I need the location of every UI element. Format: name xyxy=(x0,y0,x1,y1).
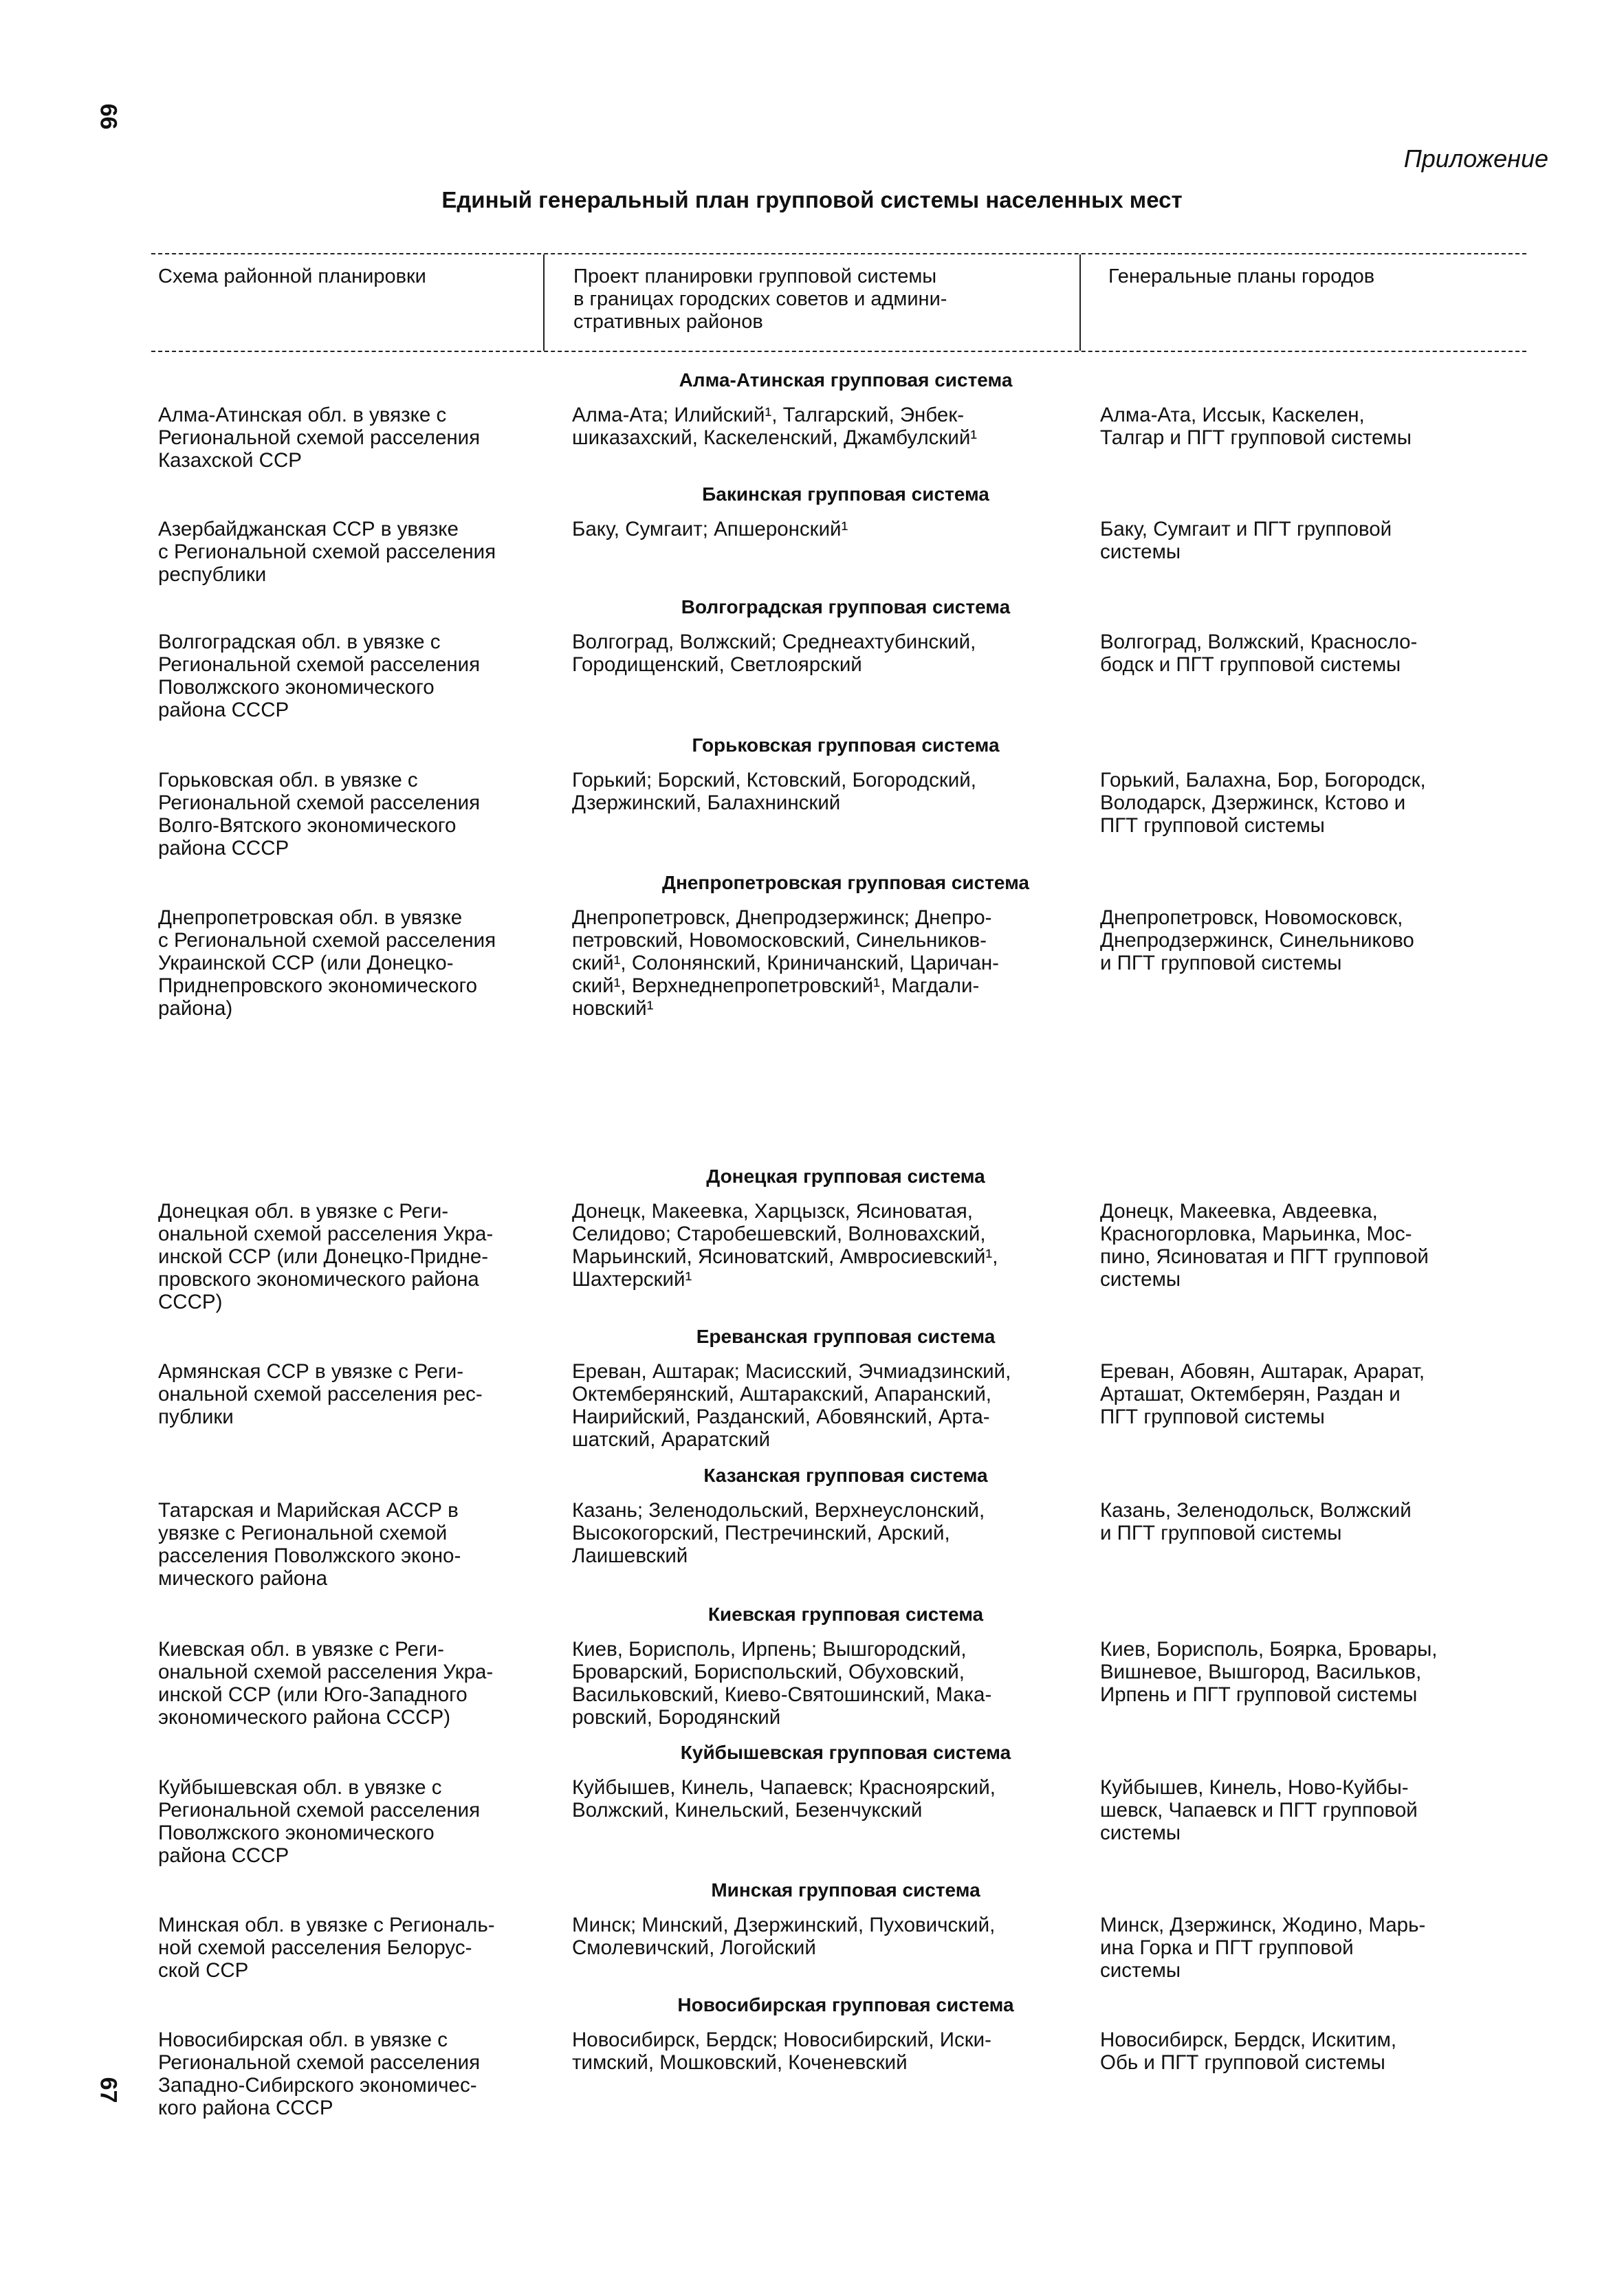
system-title: Казанская групповая система xyxy=(703,1465,988,1486)
regional-scheme-cell: Киевская обл. в увязке с Реги- ональной схемой расселения Укра- инской ССР (или Юго-Западного экономического района СССР) xyxy=(158,1638,494,1729)
general-plan-cell: Горький, Балахна, Бор, Богородск, Володарск, Дзержинск, Кстово и ПГТ групповой системы xyxy=(1100,769,1426,837)
regional-scheme-cell: Армянская ССР в увязке с Реги- ональной схемой расселения рес- публики xyxy=(158,1360,483,1428)
system-title: Волгоградская групповая система xyxy=(681,596,1011,617)
system-title: Ереванская групповая система xyxy=(696,1326,996,1347)
system-title: Донецкая групповая система xyxy=(706,1166,985,1187)
planning-project-cell: Горький; Борский, Кстовский, Богородский, Дзержинский, Балахнинский xyxy=(572,769,976,814)
table-header xyxy=(151,253,1526,352)
page-number-top: 66 xyxy=(95,103,122,130)
regional-scheme-cell: Минская обл. в увязке с Региональ- ной схемой расселения Белорус- ской ССР xyxy=(158,1914,495,1982)
page-title: Единый генеральный план групповой системы населенных мест xyxy=(441,187,1183,212)
general-plan-cell: Ереван, Абовян, Аштарак, Арарат, Арташат, Октемберян, Раздан и ПГТ групповой системы xyxy=(1100,1360,1425,1428)
page-number-bottom: 67 xyxy=(95,2077,122,2103)
general-plan-cell: Баку, Сумгаит и ПГТ групповой системы xyxy=(1100,518,1392,563)
general-plan-cell: Алма-Ата, Иссык, Каскелен, Талгар и ПГТ групповой системы xyxy=(1100,404,1412,449)
system-title: Новосибирская групповая система xyxy=(677,1994,1014,2015)
planning-project-cell: Днепропетровск, Днепродзержинск; Днепро- петровский, Новомосковский, Синельников- ский¹, Солонянский, Криничанский, Царичан- ский¹, Верхнеднепропетровский¹, Магдали- новский¹ xyxy=(572,906,999,1020)
system-title: Горьковская групповая система xyxy=(692,734,1000,756)
system-title: Минская групповая система xyxy=(711,1879,980,1901)
planning-project-cell: Новосибирск, Бердск; Новосибирский, Иски- тимский, Мошковский, Коченевский xyxy=(572,2029,991,2074)
regional-scheme-cell: Днепропетровская обл. в увязке с Региональной схемой расселения Украинской ССР (или Донецко- Приднепровского экономического района) xyxy=(158,906,496,1020)
appendix-label: Приложение xyxy=(1403,144,1548,173)
planning-project-cell: Казань; Зеленодольский, Верхнеуслонский, Высокогорский, Пестречинский, Арский, Лаишевский xyxy=(572,1499,985,1567)
system-title: Днепропетровская групповая система xyxy=(662,872,1029,893)
planning-project-cell: Донецк, Макеевка, Харцызск, Ясиноватая, Селидово; Старобешевский, Волновахский, Марьинский, Ясиноватский, Амвросиевский¹, Шахтерский¹ xyxy=(572,1200,998,1291)
regional-scheme-cell: Новосибирская обл. в увязке с Региональной схемой расселения Западно-Сибирского экономичес- кого района СССР xyxy=(158,2029,481,2119)
planning-project-cell: Куйбышев, Кинель, Чапаевск; Красноярский, Волжский, Кинельский, Безенчукский xyxy=(572,1776,996,1822)
planning-project-cell: Киев, Борисполь, Ирпень; Вышгородский, Броварский, Бориспольский, Обуховский, Васильковский, Киево-Святошинский, Мака- ровский, Бородянский xyxy=(572,1638,992,1729)
general-plan-cell: Куйбышев, Кинель, Ново-Куйбы- шевск, Чапаевск и ПГТ групповой системы xyxy=(1100,1776,1418,1844)
general-plan-cell: Киев, Борисполь, Боярка, Бровары, Вишневое, Вышгород, Васильков, Ирпень и ПГТ групповой системы xyxy=(1100,1638,1438,1706)
general-plan-cell: Донецк, Макеевка, Авдеевка, Красногорловка, Марьинка, Мос- пино, Ясиноватая и ПГТ групповой системы xyxy=(1100,1200,1429,1291)
general-plan-cell: Новосибирск, Бердск, Искитим, Обь и ПГТ групповой системы xyxy=(1100,2029,1397,2074)
regional-scheme-cell: Алма-Атинская обл. в увязке с Региональной схемой расселения Казахской ССР xyxy=(158,404,481,472)
regional-scheme-cell: Азербайджанская ССР в увязке с Региональной схемой расселения республики xyxy=(158,518,496,586)
header-planning-project: Проект планировки групповой системы в границах городских советов и админи- стративных районов xyxy=(543,254,1079,351)
general-plan-cell: Волгоград, Волжский, Краснослo- бодск и ПГТ групповой системы xyxy=(1100,631,1418,676)
general-plan-cell: Казань, Зеленодольск, Волжский и ПГТ групповой системы xyxy=(1100,1499,1412,1544)
system-title: Бакинская групповая система xyxy=(702,483,989,505)
planning-project-cell: Алма-Ата; Илийский¹, Талгарский, Энбек- шиказахский, Каскеленский, Джамбулский¹ xyxy=(572,404,978,449)
system-title: Куйбышевская групповая система xyxy=(680,1742,1011,1763)
header-general-plans: Генеральные планы городов xyxy=(1079,254,1526,351)
header-regional-scheme: Схема районной планировки xyxy=(158,265,426,287)
general-plan-cell: Минск, Дзержинск, Жодино, Марь- ина Горка и ПГТ групповой системы xyxy=(1100,1914,1426,1982)
regional-scheme-cell: Татарская и Марийская АССР в увязке с Региональной схемой расселения Поволжского эконо- мического района xyxy=(158,1499,461,1590)
regional-scheme-cell: Горьковская обл. в увязке с Региональной схемой расселения Волго-Вятского экономического района СССР xyxy=(158,769,481,860)
planning-project-cell: Баку, Сумгаит; Апшеронский¹ xyxy=(572,518,848,540)
general-plan-cell: Днепропетровск, Новомосковск, Днепродзержинск, Синельниково и ПГТ групповой системы xyxy=(1100,906,1414,974)
regional-scheme-cell: Волгоградская обл. в увязке с Региональной схемой расселения Поволжского экономического района СССР xyxy=(158,631,481,721)
planning-project-cell: Волгоград, Волжский; Среднеахтубинский, Городищенский, Светлоярский xyxy=(572,631,976,676)
regional-scheme-cell: Куйбышевская обл. в увязке с Региональной схемой расселения Поволжского экономического района СССР xyxy=(158,1776,481,1867)
regional-scheme-cell: Донецкая обл. в увязке с Реги- ональной схемой расселения Укра- инской ССР (или Донецко-Придне- провского экономического района СССР) xyxy=(158,1200,494,1313)
system-title: Алма-Атинская групповая система xyxy=(679,369,1013,391)
planning-project-cell: Ереван, Аштарак; Масисский, Эчмиадзинский, Октемберянский, Аштаракский, Апаранский, Наирийский, Разданский, Абовянский, Арта- шатский, Араратский xyxy=(572,1360,1011,1451)
planning-project-cell: Минск; Минский, Дзержинский, Пуховичский, Смолевичский, Логойский xyxy=(572,1914,996,1959)
system-title: Киевская групповая система xyxy=(707,1604,984,1625)
